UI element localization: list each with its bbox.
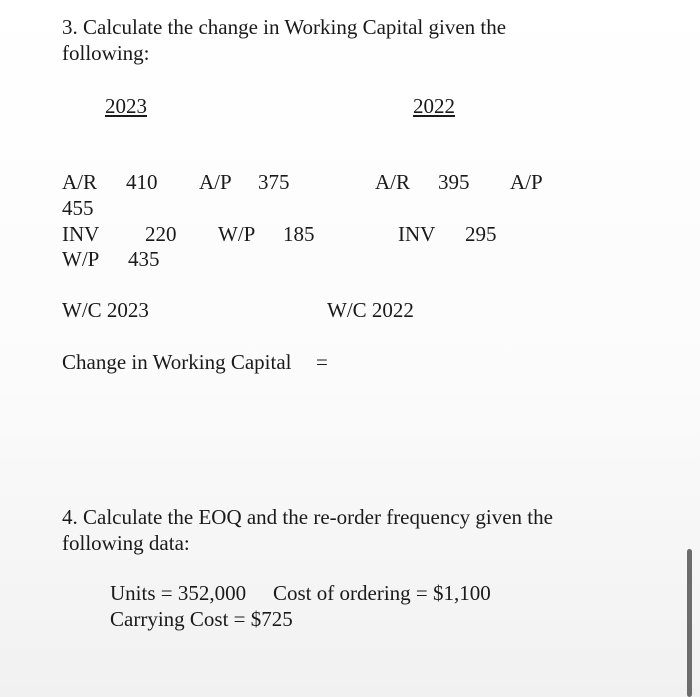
ap-2022-label: A/P — [510, 170, 543, 194]
units-value: Units = 352,000 — [110, 581, 247, 605]
carrying-cost-value: Carrying Cost = $725 — [110, 607, 293, 631]
wp-2023-label: W/P — [218, 222, 256, 246]
ap-2023-label: A/P — [199, 170, 232, 194]
ar-2022-label: A/R — [375, 170, 411, 194]
wc-2023-label: W/C 2023 — [62, 298, 149, 322]
change-in-wc-label: Change in Working Capital — [62, 350, 292, 374]
ar-2023-value: 410 — [126, 170, 158, 194]
equals-sign: = — [316, 350, 328, 374]
inv-2023-label: INV — [62, 222, 100, 246]
year-2023-header: 2023 — [105, 94, 147, 118]
vertical-scrollbar[interactable] — [687, 549, 692, 697]
q3-heading-line1: 3. Calculate the change in Working Capital given the — [62, 15, 507, 39]
wp-2023-value: 185 — [283, 222, 315, 246]
q4-heading-line1: 4. Calculate the EOQ and the re-order frequency given the — [62, 505, 553, 529]
q4-heading-line2: following data: — [62, 531, 190, 555]
inv-2023-value: 220 — [145, 222, 177, 246]
wp-2022-value: 435 — [128, 247, 160, 271]
inv-2022-value: 295 — [465, 222, 497, 246]
ap-2023-value: 375 — [258, 170, 290, 194]
ar-2022-value: 395 — [438, 170, 470, 194]
ap-2022-value: 455 — [62, 196, 94, 220]
ar-2023-label: A/R — [62, 170, 98, 194]
cost-of-ordering-value: Cost of ordering = $1,100 — [273, 581, 491, 605]
year-2022-header: 2022 — [413, 94, 455, 118]
inv-2022-label: INV — [398, 222, 436, 246]
q3-heading-line2: following: — [62, 41, 150, 65]
wp-2022-label: W/P — [62, 247, 100, 271]
wc-2022-label: W/C 2022 — [327, 298, 414, 322]
